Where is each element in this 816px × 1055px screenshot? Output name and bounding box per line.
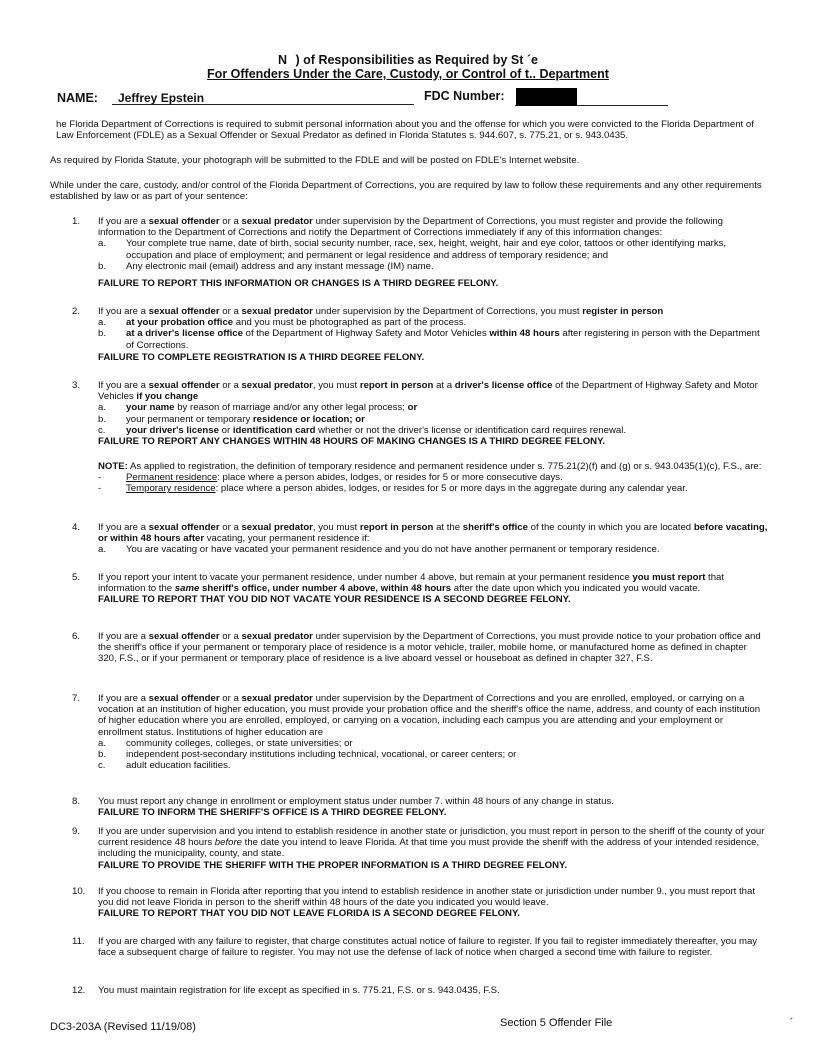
item-8-felony: FAILURE TO INFORM THE SHERIFF'S OFFICE IS A THIRD DEGREE FELONY. — [98, 807, 447, 819]
item-number: 7. — [72, 693, 81, 704]
fdc-number-redaction — [516, 88, 577, 106]
item-3-note: NOTE: As applied to registration, the definition of temporary residence and permanent residence under s. 775.21(2)(f) and (g) or s. 943.0435(1)(c), F.S., are: - Permanent residence: place where a person abides, lodges, or resides for 5 or more consecutive days. - Temporary residence: place where a person abides, lodges, or resides for 5 or more days in the aggregate during any calendar year. — [98, 461, 762, 495]
item-10-felony: FAILURE TO REPORT THAT YOU DID NOT LEAVE FLORIDA IS A SECOND DEGREE FELONY. — [98, 908, 520, 920]
form-id: DC3-203A (Revised 11/19/08) — [50, 1021, 196, 1033]
document-subtitle: For Offenders Under the Care, Custody, or Control of t.. Department — [207, 67, 609, 81]
document-title: N ) of Responsibilities as Required by St ´e — [278, 53, 538, 67]
item-number: 5. — [72, 572, 81, 583]
item-number: 2. — [72, 306, 81, 317]
item-number: 6. — [72, 631, 81, 642]
item-number: 9. — [72, 826, 81, 837]
item-number: 11. — [72, 936, 85, 947]
item-number: 1. — [72, 216, 81, 227]
intro-paragraph-3: While under the care, custody, and/or control of the Florida Department of Corrections, you are required by law to follow these requirements and any other requirements established by law or as part of your sentence: — [50, 180, 762, 203]
item-2-felony: FAILURE TO COMPLETE REGISTRATION IS A THIRD DEGREE FELONY. — [98, 352, 425, 363]
item-number: 4. — [72, 522, 81, 533]
item-3-felony: FAILURE TO REPORT ANY CHANGES WITHIN 48 HOURS OF MAKING CHANGES IS A THIRD DEGREE FELONY. — [98, 436, 606, 447]
page-mark: ´ — [790, 1017, 794, 1029]
fdc-number-label: FDC Number: — [424, 89, 505, 103]
item-1-felony: FAILURE TO REPORT THIS INFORMATION OR CHANGES IS A THIRD DEGREE FELONY. — [98, 278, 499, 289]
item-number: 10. — [72, 886, 86, 897]
name-label: NAME: — [57, 91, 98, 105]
item-number: 12. — [72, 985, 86, 996]
item-5-felony: FAILURE TO REPORT THAT YOU DID NOT VACATE YOUR RESIDENCE IS A SECOND DEGREE FELONY. — [98, 594, 571, 606]
name-value: Jeffrey Epstein — [112, 93, 414, 105]
intro-paragraph-2: As required by Florida Statute, your photograph will be submitted to the FDLE and will be posted on FDLE's Internet website. — [50, 155, 580, 166]
document-page: N ) of Responsibilities as Required by St ´e For Offenders Under the Care, Custody, or Control of t.. Department NAME: Jeffrey Epstein FDC Number: he Florida Department of Corrections is required to submit personal information about you and the offense for which you were convicted to the Florida Department of Law Enforcement (FDLE) as a Sexual Offender or Sexual Predator as defined in Florida Statutes s. 944.607, s. 775.21, or s. 943.0435. As required by Florida Statute, your photograph will be submitted to the FDLE and will be posted on FDLE's Internet website. While under the care, custody, and/or control of the Florida Department of Corrections, you are required by law to follow these requirements and any other requirements established by law or as part of your sentence: 1. If you are a sexual offender or a sexual predator under supervision by the Department of Corrections, you must register and provide the following information to the Department of Corrections and notify the Department of Corrections immediately if any of this information changes: a. Your complete true name, date of birth, social security number, race, sex, height, weight, hair and eye color, tattoos or other identifying marks, occupation and place of employment; and permanent or legal residence and address of temporary residence; and b. Any electronic mail (email) address and any instant message (IM) name. FAILURE TO REPORT THIS INFORMATION OR CHANGES IS A THIRD DEGREE FELONY. 2. If you are a sexual offender or a sexual predator under supervision by the Department of Corrections, you must register in person a. at your probation office and you must be photographed as part of the process. b. at a driver's license office of the Department of Highway Safety and Motor Vehicles within 48 hours after registering in person with the Department of Corrections. FAILURE TO COMPLETE REGISTRATION IS A THIRD DEGREE FELONY. 3. If you are a sexual offender or a sexual predator, you must report in person at a driver's license office of the Department of Highway Safety and Motor Vehicles if you change a. your name by reason of marriage and/or any other legal process; or b. your permanent or temporary residence or location; or c. your driver's license or identification card whether or not the driver's license or identification card requires renewal. FAILURE TO REPORT ANY CHANGES WITHIN 48 HOURS OF MAKING CHANGES IS A THIRD DEGREE FELONY. NOTE: As applied to registration, the definition of temporary residence and permanent residence under s. 775.21(2)(f) and (g) or s. 943.0435(1)(c), F.S., are: - Permanent residence: place where a person abides, lodges, or resides for 5 or more consecutive days. - Temporary residence: place where a person abides, lodges, or resides for 5 or more days in the aggregate during any calendar year. 4. If you are a sexual offender or a sexual predator, you must report in person at the sheriff's office of the county in which you are located before vacating, or within 48 hours after vacating, your permanent residence if: a. You are vacating or have vacated your permanent residence and you do not have another permanent or temporary residence. 5. If you report your intent to vacate your permanent residence, under number 4 above, but remain at your permanent residence you must report that information to the same sheriff's office, under number 4 above, within 48 hours after the date upon which you indicated you would vacate. FAILURE TO REPORT THAT YOU DID NOT VACATE YOUR RESIDENCE IS A SECOND DEGREE FELONY. 6. If you are a sexual offender or a sexual predator under supervision by the Department of Corrections, you must provide notice to your probation office and the sheriff's office if your permanent or temporary place of residence is a motor vehicle, trailer, mobile home, or manufactured home as defined in chapter 320, F.S., or if your permanent or temporary place of residence is a live aboard vessel or houseboat as defined in chapter 327, F.S. 7. If you are a sexual offender or a sexual predator under supervision by the Department of Corrections and you are enrolled, employed, or carrying on a vocation at an institution of higher education, you must provide your probation office and the sheriff's office the name, address, and county of each institution of higher education where you are enrolled, employed, or carrying on a vocation, including each campus you are attending and your employment or enrollment status. Institutions of higher education are a. community colleges, colleges, or state universities; or b. independent post-secondary institutions including technical, vocational, or career centers; or c. adult education facilities. 8. You must report any change in enrollment or employment status under number 7. within 48 hours of any change in status. FAILURE TO INFORM THE SHERIFF'S OFFICE IS A THIRD DEGREE FELONY. 9. If you are under supervision and you intend to establish residence in another state or jurisdiction, you must report in person to the sheriff of the county of your current residence 48 hours before the date you intend to leave Florida. At that time you must provide the sheriff with the address of your intended residence, including the municipality, county, and state. FAILURE TO PROVIDE THE SHERIFF WITH THE PROPER INFORMATION IS A THIRD DEGREE FELONY. 10. If you choose to remain in Florida after reporting that you intend to establish residence in another state or jurisdiction under number 9., you must report that you did not leave Florida in person to the sheriff within 48 hours of the date you indicated you would leave. FAILURE TO REPORT THAT YOU DID NOT LEAVE FLORIDA IS A SECOND DEGREE FELONY. 11. If you are charged with any failure to register, that charge constitutes actual notice of failure to register. If you fail to register immediately thereafter, you may face a subsequent charge of failure to register. You may not use the defense of lack of notice when charged a second time with failure to register. 12. You must maintain registration for life except as specified in s. 775.21, F.S. or s. 943.0435, F.S. DC3-203A (Revised 11/19/08) Section 5 Offender File ´ — [0, 0, 816, 1055]
item-number: 3. — [72, 380, 81, 391]
intro-paragraph-1: he Florida Department of Corrections is required to submit personal information about you and the offense for which you were convicted to the Florida Department of Law Enforcement (FDLE) as a Sexual Offender or Sexual Predator as defined in Florida Statutes s. 944.607, s. 775.21, or s. 943.0435. — [56, 119, 754, 142]
item-9-felony: FAILURE TO PROVIDE THE SHERIFF WITH THE PROPER INFORMATION IS A THIRD DEGREE FELONY. — [98, 859, 568, 871]
item-number: 8. — [72, 796, 81, 807]
section-label: Section 5 Offender File — [500, 1017, 613, 1029]
